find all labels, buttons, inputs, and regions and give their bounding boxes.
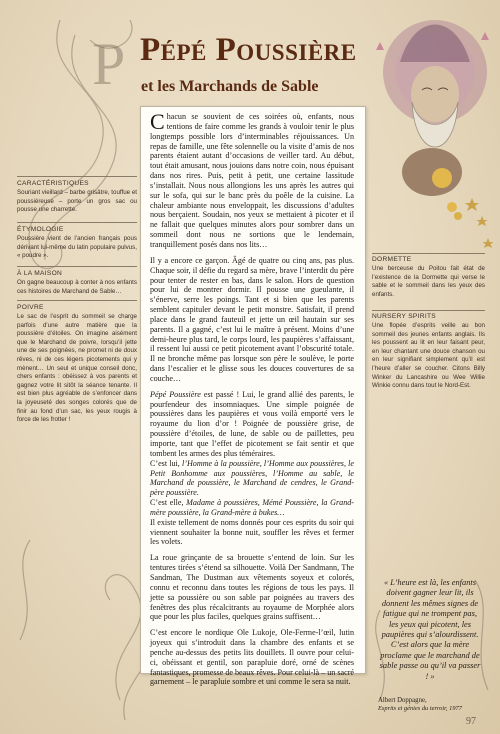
paragraph: C’est encore le nordique Ole Lukoje, Ole-Ferme-l’œil, lutin joyeux qui s’introduit dans la chambre des enfants et se penche au-dessus des petits lits douillets. Il ouvre pour celui-ci, obéissant et gentil, son parapluie doré, orné de scènes fantastiques, promesse de beaux rêves. Pour celui-là – un sacré garnement – le parapluie sombre et uni comme le sera sa nuit. [150, 628, 354, 687]
sidebar-text: Poussière vient de l’ancien français pous dérivant lui-même du latin populaire pulvus, « poudre ». [17, 235, 137, 260]
sidebar-text: Une berceuse du Poitou fait état de l’existence de la Dormette qui verse le sable et le sommeil dans les yeux des enfants. [372, 265, 485, 298]
page-number: 97 [466, 716, 476, 727]
sidebar-heading: CARACTÉRISTIQUES [17, 176, 137, 187]
sidebar-at-home [17, 266, 137, 296]
divider [372, 310, 485, 311]
paragraph: Il existe tellement de noms donnés pour ces esprits du soir qui viennent souhaiter la bonne nuit, souffler les rêves et fermer les volets. [150, 517, 354, 547]
sidebar-heading: ÉTYMOLOGIE [17, 222, 137, 233]
sidebar-text: Le sac de l’esprit du sommeil se charge parfois d’une autre matière que la poussière d’étoiles. On imagine aisément que le Marchand de poivre, lorsqu’il jette une de ses poignées, ne promet ni de doux rêves, ni de ces légers picotements qui y mènent… Un seul et unique conseil donc, chers enfants : obéissez à vos parents et gagnez votre lit sitôt la séance tenante. Il est bien plus agréable de s’enfoncer dans la joyeuseté des songes colorés que de finir au fond d’un sac, les yeux rougis à force de les frotter ! [17, 313, 137, 424]
divider [372, 253, 485, 254]
main-text [150, 109, 354, 693]
paragraph-text: C’est elle, [150, 498, 187, 508]
sidebar-heading: POIVRE [17, 300, 137, 311]
drop-cap: C [150, 109, 165, 134]
paragraph [150, 109, 354, 250]
paragraph [150, 459, 354, 498]
page-subtitle: et les Marchands de Sable [141, 78, 319, 95]
sidebar-text: Une flopée d’esprits veille au bon sommeil des jeunes enfants anglais. Ils les poussent au lit en leur faisant peur, en leur chantant une douce chanson ou en leur signifiant simplement qu’il est l’heure d’aller se coucher. Citons Billy Winker du Lancashire ou Wee Willie Winkie connu dans tout le Nord-Est. [372, 322, 485, 390]
paragraph-text: C’est lui, [150, 458, 183, 468]
name-list: l’Homme à la poussière, l’Homme aux poussières, le Petit Bonhomme aux poussières, l’Homme au sable, le Marchand de poussière, le Marchand de cendres, le Grand-père poussière. [150, 458, 354, 498]
sidebar-characteristics [17, 176, 137, 215]
sidebar-text: On gagne beaucoup à conter à nos enfants ces histoires de Marchand de Sable… [17, 279, 137, 295]
paragraph: La roue grinçante de sa brouette s’entend de loin. Sur les tentures tirées s’étend sa silhouette. Voilà Der Sandmann, The Sandman, The Dustman aux vêtements soyeux et colorés, connu et reconnu dans toutes les régions de tous les pays. Il jette sa poussière ou son sable par poignées au travers des fenêtres des plus récalcitrants au royaume de Morphée alors que pour les plus faciles, quelques grains suffisent… [150, 553, 354, 622]
title-ornament: P [92, 31, 126, 97]
sidebar-heading: NURSERY SPIRITS [372, 313, 436, 320]
sandman-illustration [360, 2, 500, 252]
sidebar-nursery-spirits [372, 313, 485, 391]
sidebar-etymology [17, 222, 137, 261]
pull-quote: « L’heure est là, les enfants doivent gagner leur lit, ils donnent les mêmes signes de fatigue qui ne trompent pas, les yeux qui picotent, les paupières qui s’alourdissent. C’est alors que la mère proclame que le marchand de sable passe ou qu’il va passer ! » [379, 578, 481, 681]
quote-author: Albert Doppagne, [378, 697, 427, 704]
page-title: Pépé Poussière [140, 32, 357, 68]
name-list: Madame à poussières, Mémé Poussière, la Grand-mère poussière, la Grand-mère à bukes… [150, 498, 354, 517]
paragraph [150, 498, 354, 518]
quote-source: Esprits et génies du terroir, 1977 [378, 705, 462, 712]
paragraph-text: est passé ! Lui, le grand allié des parents, le pourfendeur des insomniaques. Une simple poignée de poussières dans les paupières et vous voilà emporté vers le royaume du lion d’or ! Poignée de poussière grise, de poussière d’étoiles, de lune, de sable ou de paillettes, peu importe, tant que l’effet de picotement se fait sentir et que tombent les armes des plus téméraires. [150, 389, 354, 458]
paragraph: Il y a encore ce garçon. Âgé de quatre ou cinq ans, pas plus. Chaque soir, il défie du regard sa mère, brave l’interdit du père pour tenter de rester en bas, dans le salon. Hors de question pour lui de montrer dormir. Il pousse une gueulante, il s’énerve, serre les poings. Tant et si bien que les parents semblent capituler devant le petit monstre. Satisfait, il prend place dans le grand fauteuil et jette un œil hautain sur ses parents. Il a gagné, c’est lui le maître à présent. Moins d’une demi-heure plus tard, le corps lourd, les paupières s’affaissant, il ressent lui aussi ce petit picotement avant l’obscurité totale. Il ne bronche même pas lorsque son père le soulève, le porte dans l’escalier et le glisse sous les douces couvertures de sa couche… [150, 255, 354, 383]
sidebar-heading: DORMETTE [372, 256, 412, 263]
sidebar-text: Souriant vieillard – barbe grisâtre, touffue et poussiéreuse – porte un gros sac ou pousse une charrette. [17, 189, 137, 214]
paragraph [150, 390, 354, 459]
name-emphasis: Pépé Poussière [150, 389, 201, 399]
sidebar-heading: À LA MAISON [17, 266, 137, 277]
sidebar-dormette [372, 256, 485, 299]
sidebar-poivre [17, 300, 137, 425]
paragraph-text: hacun se souvient de ces soirées où, enfants, nous tentions de faire comme les grands à vouloir tenir le plus longtemps possible lors d’interminables réjouissances. Un repas de famille, une fête solennelle ou la visite d’amis de nos parents étaient autant d’occasions de veiller tard. Au début, tout était amusant, nous jouions dans notre coin, nous épuisant dans nos rires. Puis, petit à petit, une certaine lassitude s’installait. Nous nous allongions les uns après les autres qui sur le sofa, qui sur le banc près du poêle de la cuisine. La chaleur ambiante nous enveloppait, les discussions d’adultes nous berçaient. Soudain, nos yeux se mettaient à picoter et il ne fallait que quelques minutes alors pour sombrer dans un sommeil dont nous ne sortions que le lendemain, tranquillement posés dans nos lits… [150, 112, 354, 249]
